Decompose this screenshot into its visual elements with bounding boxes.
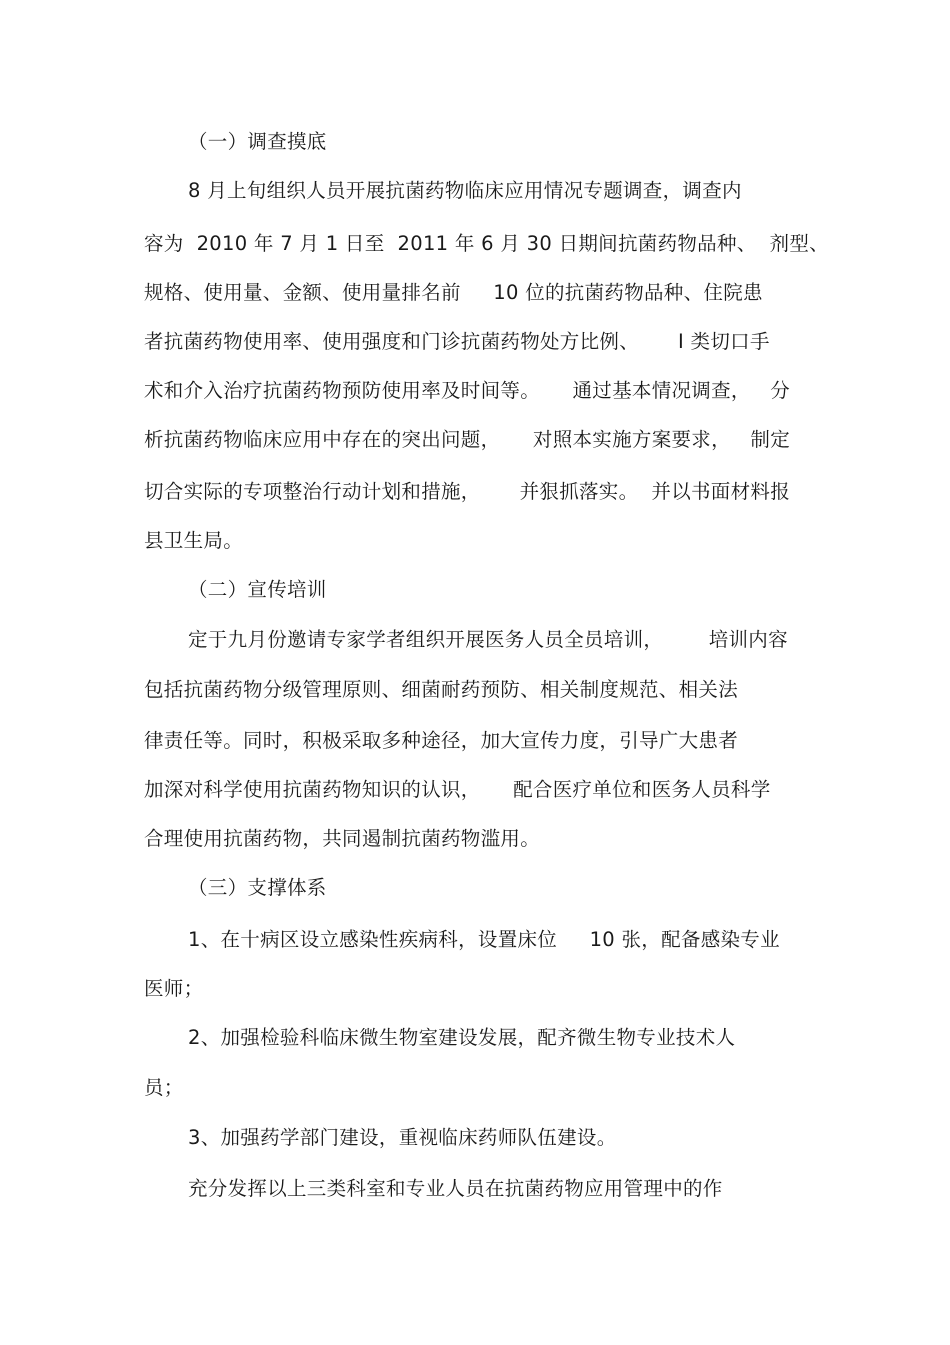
paragraph-line: 切合实际的专项整治行动计划和措施， 并狠抓落实。 并以书面材料报 [144, 480, 790, 503]
list-item-line: 2、加强检验科临床微生物室建设发展，配齐微生物专业技术人 [188, 1026, 736, 1049]
paragraph-line: 者抗菌药物使用率、使用强度和门诊抗菌药物处方比例、 Ⅰ 类切口手 [144, 330, 770, 353]
section-heading-2: （二）宣传培训 [188, 578, 327, 601]
paragraph-line: 合理使用抗菌药物，共同遏制抗菌药物滥用。 [144, 827, 541, 850]
paragraph-line: 县卫生局。 [144, 529, 244, 552]
list-item-line: 1、在十病区设立感染性疾病科，设置床位 10 张，配备感染专业 [188, 928, 780, 951]
paragraph-line: 定于九月份邀请专家学者组织开展医务人员全员培训， 培训内容 [188, 628, 788, 651]
paragraph-line: 充分发挥以上三类科室和专业人员在抗菌药物应用管理中的作 [188, 1177, 723, 1200]
section-heading-3: （三）支撑体系 [188, 876, 327, 899]
list-item-line: 员； [144, 1076, 184, 1099]
paragraph-line: 包括抗菌药物分级管理原则、细菌耐药预防、相关制度规范、相关法 [144, 678, 739, 701]
section-heading-1: （一）调查摸底 [188, 130, 327, 153]
list-item-line: 医师； [144, 977, 204, 1000]
list-item-line: 3、加强药学部门建设，重视临床药师队伍建设。 [188, 1126, 617, 1149]
paragraph-line: 8 月上旬组织人员开展抗菌药物临床应用情况专题调查，调查内 [188, 179, 742, 202]
paragraph-line: 析抗菌药物临床应用中存在的突出问题， 对照本实施方案要求， 制定 [144, 428, 790, 451]
paragraph-line: 术和介入治疗抗菌药物预防使用率及时间等。 通过基本情况调查， 分 [144, 379, 790, 402]
paragraph-line: 容为 2010 年 7 月 1 日至 2011 年 6 月 30 日期间抗菌药物品种、 剂型、 [144, 232, 829, 255]
paragraph-line: 规格、使用量、金额、使用量排名前 10 位的抗菌药物品种、住院患 [144, 281, 763, 304]
paragraph-line: 加深对科学使用抗菌药物知识的认识， 配合医疗单位和医务人员科学 [144, 778, 771, 801]
paragraph-line: 律责任等。同时，积极采取多种途径，加大宣传力度，引导广大患者 [144, 729, 739, 752]
